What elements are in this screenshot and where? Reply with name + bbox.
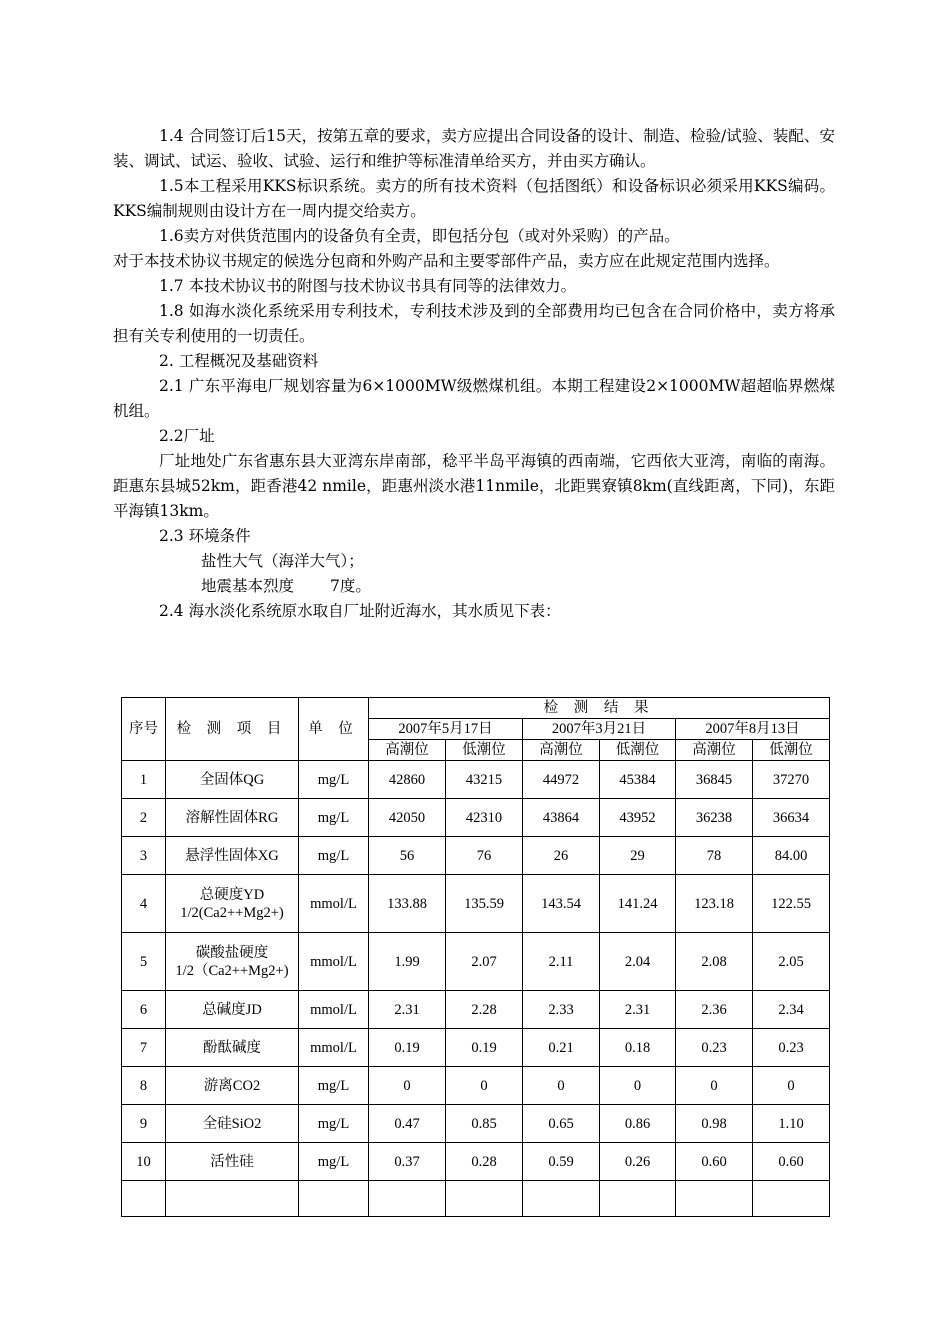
table-row: [122, 875, 830, 933]
row-value: 0.19: [446, 1029, 523, 1067]
row-value: 0.59: [523, 1143, 600, 1181]
row-value: 2.05: [753, 933, 830, 991]
table-row: [122, 761, 830, 799]
row-item-line-2: 1/2(Ca2++Mg2+): [180, 904, 284, 921]
empty-cell: [122, 1181, 166, 1217]
row-value: 2.31: [369, 991, 446, 1029]
table-row: [122, 933, 830, 991]
row-value: 36238: [676, 799, 753, 837]
header-row-1: [122, 698, 830, 719]
row-value: 0.47: [369, 1105, 446, 1143]
row-value: 143.54: [523, 875, 600, 933]
row-value: 36634: [753, 799, 830, 837]
row-number: 8: [122, 1067, 166, 1105]
row-value: 0.23: [676, 1029, 753, 1067]
row-number: 7: [122, 1029, 166, 1067]
water-quality-table: [121, 697, 830, 1217]
row-value: 0.28: [446, 1143, 523, 1181]
clause-1-7: 1.7 本技术协议书的附图与技术协议书具有同等的法律效力。: [159, 277, 577, 295]
row-number: 9: [122, 1105, 166, 1143]
empty-cell: [166, 1181, 299, 1217]
row-item: 总碱度JD: [166, 991, 299, 1029]
table-row: [122, 1029, 830, 1067]
row-value: 2.07: [446, 933, 523, 991]
row-value: 0.21: [523, 1029, 600, 1067]
row-unit: mg/L: [299, 1067, 369, 1105]
header-results: 检 测 结 果: [369, 698, 830, 719]
row-value: 0.26: [600, 1143, 676, 1181]
seismic-value: 7度。: [330, 577, 371, 595]
row-value: 0.60: [753, 1143, 830, 1181]
row-value: 29: [600, 837, 676, 875]
header-tide-low: 低潮位: [753, 740, 830, 761]
table-row: [122, 991, 830, 1029]
row-item: [166, 933, 299, 991]
row-value: 133.88: [369, 875, 446, 933]
row-value: 78: [676, 837, 753, 875]
row-item: 游离CO2: [166, 1067, 299, 1105]
row-unit: mg/L: [299, 761, 369, 799]
clause-2-4: 2.4 海水淡化系统原水取自厂址附近海水，其水质见下表：: [159, 602, 561, 620]
header-tide-high: 高潮位: [523, 740, 600, 761]
row-value: 2.36: [676, 991, 753, 1029]
row-item-line-2: 1/2（Ca2++Mg2+): [175, 962, 289, 979]
row-item: 悬浮性固体XG: [166, 837, 299, 875]
row-value: 0.23: [753, 1029, 830, 1067]
row-number: 10: [122, 1143, 166, 1181]
row-value: 84.00: [753, 837, 830, 875]
document-body: [113, 124, 835, 624]
row-number: 5: [122, 933, 166, 991]
row-value: 42310: [446, 799, 523, 837]
clause-1-5: 1.5本工程采用KKS标识系统。卖方的所有技术资料（包括图纸）和设备标识必须采用KKS编码。KKS编制规则由设计方在一周内提交给卖方。: [113, 177, 835, 220]
header-tide-low: 低潮位: [600, 740, 676, 761]
env-condition-seismic: [113, 574, 835, 599]
clause-1-6-continued: 对于本技术协议书规定的候选分包商和外购产品和主要零部件产品，卖方应在此规定范围内选择。: [113, 252, 780, 270]
row-value: 0: [369, 1067, 446, 1105]
row-value: 26: [523, 837, 600, 875]
row-unit: mg/L: [299, 799, 369, 837]
clause-1-4: 1.4 合同签订后15天，按第五章的要求，卖方应提出合同设备的设计、制造、检验/试验、装配、安装、调试、试运、验收、试验、运行和维护等标准清单给买方，并由买方确认。: [113, 127, 835, 170]
header-date: 2007年3月21日: [523, 719, 676, 740]
row-number: 1: [122, 761, 166, 799]
row-value: 0.19: [369, 1029, 446, 1067]
seismic-label: 地震基本烈度: [201, 577, 295, 595]
clause-2-2-heading: 2.2厂址: [159, 427, 215, 445]
row-item: 活性硅: [166, 1143, 299, 1181]
row-value: 123.18: [676, 875, 753, 933]
row-value: 42860: [369, 761, 446, 799]
row-unit: mmol/L: [299, 933, 369, 991]
header-date: 2007年5月17日: [369, 719, 523, 740]
row-value: 0.18: [600, 1029, 676, 1067]
row-item: 全硅SiO2: [166, 1105, 299, 1143]
row-value: 0.85: [446, 1105, 523, 1143]
row-value: 43215: [446, 761, 523, 799]
row-value: 43952: [600, 799, 676, 837]
clause-2-3-heading: 2.3 环境条件: [159, 527, 251, 545]
row-value: 2.04: [600, 933, 676, 991]
header-date: 2007年8月13日: [676, 719, 830, 740]
row-item: 溶解性固体RG: [166, 799, 299, 837]
row-unit: mmol/L: [299, 875, 369, 933]
row-value: 0: [523, 1067, 600, 1105]
row-value: 2.28: [446, 991, 523, 1029]
table-row: [122, 799, 830, 837]
row-value: 135.59: [446, 875, 523, 933]
row-number: 6: [122, 991, 166, 1029]
row-item: [166, 875, 299, 933]
row-value: 141.24: [600, 875, 676, 933]
row-value: 0: [446, 1067, 523, 1105]
clause-1-8: 1.8 如海水淡化系统采用专利技术，专利技术涉及到的全部费用均已包含在合同价格中，卖方将承担有关专利使用的一切责任。: [113, 302, 835, 345]
row-value: 0: [600, 1067, 676, 1105]
row-value: 37270: [753, 761, 830, 799]
empty-cell: [600, 1181, 676, 1217]
row-value: 56: [369, 837, 446, 875]
empty-cell: [753, 1181, 830, 1217]
table-row: [122, 1143, 830, 1181]
row-value: 44972: [523, 761, 600, 799]
empty-cell: [676, 1181, 753, 1217]
header-tide-high: 高潮位: [369, 740, 446, 761]
row-value: 45384: [600, 761, 676, 799]
empty-cell: [299, 1181, 369, 1217]
section-2-heading: 2. 工程概况及基础资料: [159, 352, 319, 370]
header-tide-high: 高潮位: [676, 740, 753, 761]
row-value: 0.86: [600, 1105, 676, 1143]
empty-cell: [446, 1181, 523, 1217]
clause-2-2-site: 厂址地处广东省惠东县大亚湾东岸南部，稔平半岛平海镇的西南端，它西依大亚湾，南临的南海。距惠东县城52km，距香港42 nmile，距惠州淡水港11nmile，北距巽寮镇8km(直线距离，下同)，东距平海镇13km。: [113, 452, 835, 520]
row-value: 1.99: [369, 933, 446, 991]
row-item: 全固体QG: [166, 761, 299, 799]
header-no: 序号: [122, 698, 166, 761]
row-unit: mg/L: [299, 1105, 369, 1143]
table-row-empty: [122, 1181, 830, 1217]
row-item-line-1: 总硬度YD: [199, 886, 265, 903]
row-value: 2.31: [600, 991, 676, 1029]
table-body: [122, 761, 830, 1217]
row-number: 4: [122, 875, 166, 933]
header-item: 检 测 项 目: [166, 698, 299, 761]
header-tide-low: 低潮位: [446, 740, 523, 761]
row-value: 76: [446, 837, 523, 875]
row-unit: mg/L: [299, 837, 369, 875]
clause-1-6: 1.6卖方对供货范围内的设备负有全责，即包括分包（或对外采购）的产品。: [159, 227, 680, 245]
row-value: 0.65: [523, 1105, 600, 1143]
row-value: 42050: [369, 799, 446, 837]
empty-cell: [523, 1181, 600, 1217]
env-condition-atmosphere: 盐性大气（海洋大气）；: [201, 552, 364, 570]
table-row: [122, 1067, 830, 1105]
clause-2-1: 2.1 广东平海电厂规划容量为6×1000MW级燃煤机组。本期工程建设2×1000MW超超临界燃煤机组。: [113, 377, 835, 420]
row-value: 36845: [676, 761, 753, 799]
row-number: 2: [122, 799, 166, 837]
row-item: 酚酞碱度: [166, 1029, 299, 1067]
row-unit: mg/L: [299, 1143, 369, 1181]
row-unit: mmol/L: [299, 1029, 369, 1067]
header-unit: 单 位: [299, 698, 369, 761]
row-value: 2.11: [523, 933, 600, 991]
row-value: 0: [676, 1067, 753, 1105]
empty-cell: [369, 1181, 446, 1217]
table-row: [122, 1105, 830, 1143]
row-value: 43864: [523, 799, 600, 837]
row-value: 0.60: [676, 1143, 753, 1181]
table-row: [122, 837, 830, 875]
row-value: 0: [753, 1067, 830, 1105]
row-value: 122.55: [753, 875, 830, 933]
row-value: 2.33: [523, 991, 600, 1029]
row-item-line-1: 碳酸盐硬度: [195, 944, 269, 961]
row-value: 1.10: [753, 1105, 830, 1143]
row-unit: mmol/L: [299, 991, 369, 1029]
row-value: 0.98: [676, 1105, 753, 1143]
row-value: 2.34: [753, 991, 830, 1029]
row-value: 0.37: [369, 1143, 446, 1181]
row-value: 2.08: [676, 933, 753, 991]
row-number: 3: [122, 837, 166, 875]
